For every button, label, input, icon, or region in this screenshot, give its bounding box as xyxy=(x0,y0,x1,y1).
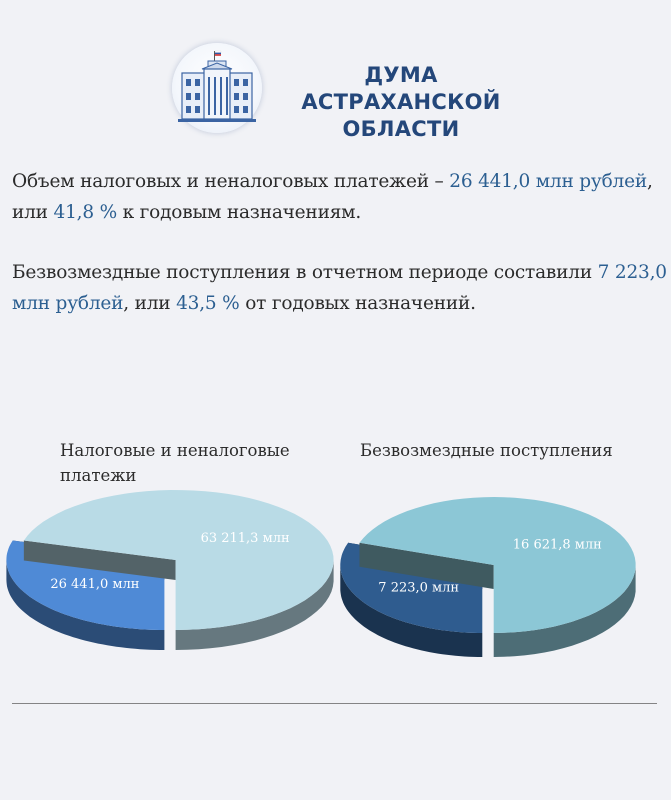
org-name-line2: ОБЛАСТИ xyxy=(342,117,460,141)
p2-text3: от годовых назначений. xyxy=(239,293,476,314)
p1-text2: , или xyxy=(12,171,653,223)
tax-payments-paragraph xyxy=(12,166,671,228)
p2-text2: , или xyxy=(123,293,177,314)
duma-building-logo xyxy=(172,43,262,133)
pie-slice-label: 16 621,8 млн xyxy=(512,537,602,553)
org-name-line1: ДУМА АСТРАХАНСКОЙ xyxy=(301,63,501,114)
pie-slice-label: 63 211,3 млн xyxy=(200,530,290,546)
pie-chart-1 xyxy=(6,490,333,650)
chart2-title: Безвозмездные поступления xyxy=(360,441,613,460)
p2-percent: 43,5 % xyxy=(176,293,240,314)
pie-slice-label: 26 441,0 млн xyxy=(50,577,140,593)
p2-text1: Безвозмездные поступления в отчетном периоде составили xyxy=(12,262,598,283)
building-icon xyxy=(172,43,262,133)
p1-amount: 26 441,0 млн рублей xyxy=(449,171,647,192)
pie-slice-label: 7 223,0 млн xyxy=(378,580,460,596)
p2-amount: 7 223,0 млн рублей xyxy=(12,262,667,314)
chart1-title: Налоговые и неналоговые платежи xyxy=(60,441,290,485)
pie-charts xyxy=(0,480,671,680)
p1-text3: к годовым назначениям. xyxy=(116,202,362,223)
gratuitous-receipts-paragraph xyxy=(12,257,671,319)
p1-percent: 41,8 % xyxy=(53,202,117,223)
pie-chart-2 xyxy=(340,497,635,657)
p1-text1: Объем налоговых и неналоговых платежей – xyxy=(12,171,450,192)
bottom-divider xyxy=(12,703,657,704)
organization-name xyxy=(270,62,532,143)
